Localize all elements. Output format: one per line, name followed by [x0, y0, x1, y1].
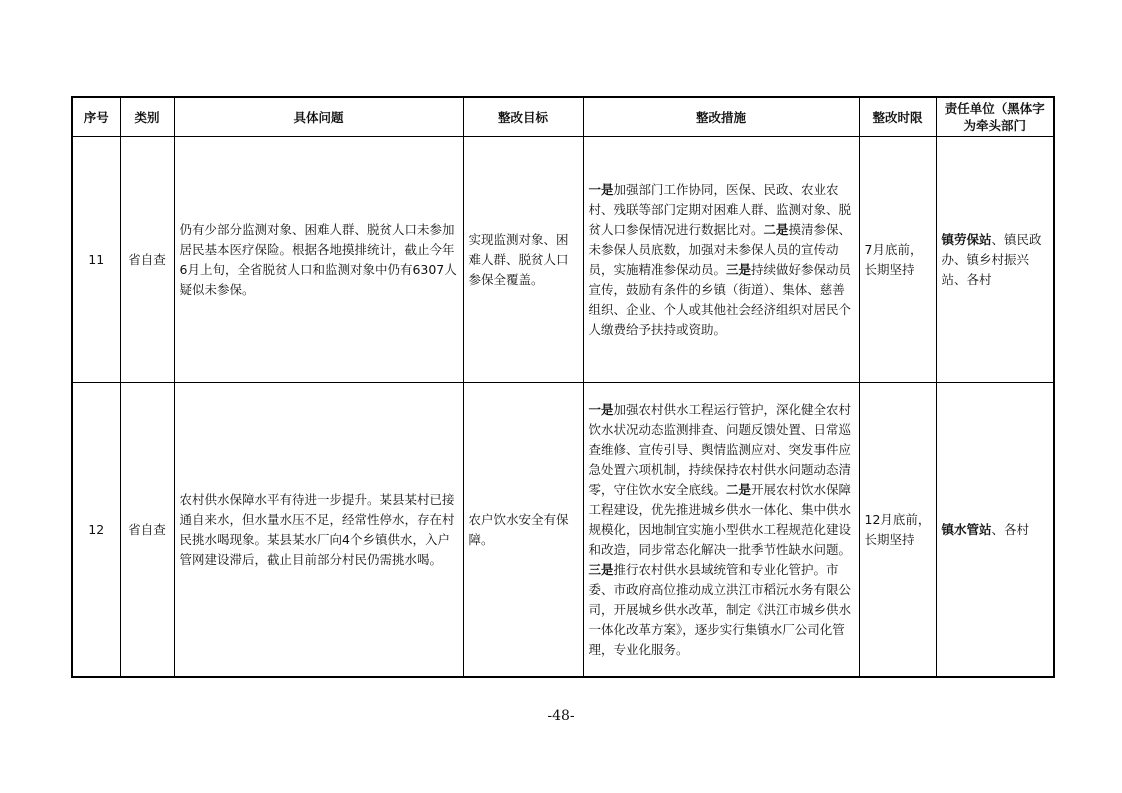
measure-label: 三是 [726, 261, 752, 277]
cell-measures [583, 383, 859, 678]
measure-label: 一是 [588, 401, 614, 417]
cell-seq: 12 [72, 383, 120, 678]
rectification-table [71, 96, 1055, 678]
header-deadline: 整改时限 [859, 97, 936, 137]
header-goal: 整改目标 [463, 97, 583, 137]
measure-text: 持续做好参保动员宣传，鼓励有条件的乡镇（街道）、集体、慈善组织、企业、个人或其他社会经济组织对居民个人缴费给予扶持或资助。 [588, 261, 852, 337]
measure-text: 摸清参保、未参保人员底数，加强对未参保人员的宣传动员，实施精准参保动员。 [588, 221, 852, 277]
cell-goal: 实现监测对象、困难人群、脱贫人口参保全覆盖。 [463, 137, 583, 383]
cell-category: 省自查 [120, 137, 174, 383]
cell-responsible [936, 137, 1054, 383]
measure-label: 二是 [763, 221, 789, 237]
cell-seq: 11 [72, 137, 120, 383]
header-problem: 具体问题 [174, 97, 463, 137]
cell-deadline: 12月底前，长期坚持 [859, 383, 936, 678]
measure-text: 加强农村供水工程运行管护，深化健全农村饮水状况动态监测排查、问题反馈处置、日常巡查维修、宣传引导、舆情监测应对、突发事件应急处置六项机制，持续保持农村供水问题动态清零，守住饮水安全底线。 [588, 401, 852, 497]
cell-measures [583, 137, 859, 383]
responsible-others: 、各村 [991, 521, 1030, 537]
cell-category: 省自查 [120, 383, 174, 678]
header-responsible: 责任单位（黑体字为牵头部门 [936, 97, 1054, 137]
cell-deadline: 7月底前，长期坚持 [859, 137, 936, 383]
cell-problem: 仍有少部分监测对象、困难人群、脱贫人口未参加居民基本医疗保险。根据各地摸排统计，截止今年6月上旬，全省脱贫人口和监测对象中仍有6307人疑似未参保。 [174, 137, 463, 383]
cell-problem: 农村供水保障水平有待进一步提升。某县某村已接通自来水，但水量水压不足，经常性停水，存在村民挑水喝现象。某县某水厂向4个乡镇供水，入户管网建设滞后，截止目前部分村民仍需挑水喝。 [174, 383, 463, 678]
responsible-lead: 镇劳保站 [941, 231, 992, 247]
page-number: -48- [547, 708, 575, 724]
table-header-row [72, 97, 1054, 137]
table-row [72, 137, 1054, 383]
responsible-lead: 镇水管站 [941, 521, 992, 537]
header-category: 类别 [120, 97, 174, 137]
measure-label: 三是 [588, 561, 614, 577]
measure-label: 二是 [726, 481, 752, 497]
cell-goal: 农户饮水安全有保障。 [463, 383, 583, 678]
measure-text: 加强部门工作协同，医保、民政、农业农村、残联等部门定期对困难人群、监测对象、脱贫人口参保情况进行数据比对。 [588, 181, 852, 237]
measure-text: 推行农村供水县域统管和专业化管护。市委、市政府高位推动成立洪江市稻沅水务有限公司，开展城乡供水改革，制定《洪江市城乡供水一体化改革方案》，逐步实行集镇水厂公司化管理，专业化服务。 [588, 561, 852, 657]
cell-responsible [936, 383, 1054, 678]
measure-text: 开展农村饮水保障工程建设，优先推进城乡供水一体化、集中供水规模化，因地制宜实施小型供水工程规范化建设和改造，同步常态化解决一批季节性缺水问题。 [588, 481, 852, 557]
measure-label: 一是 [588, 181, 614, 197]
table-row [72, 383, 1054, 678]
header-seq: 序号 [72, 97, 120, 137]
header-measures: 整改措施 [583, 97, 859, 137]
responsible-others: 、镇民政办、镇乡村振兴站、各村 [941, 231, 1042, 287]
